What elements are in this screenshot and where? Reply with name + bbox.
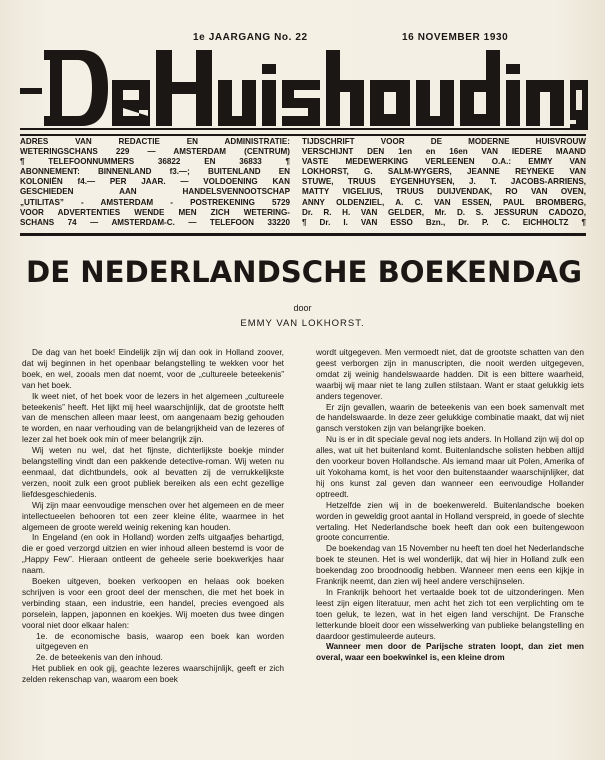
info-line: TIJDSCHRIFT VOOR DE MODERNE HUISVROUW — [302, 137, 586, 146]
info-line: ANNY OLDENZIEL, A. C. VAN ESSEN, PAUL BROMBERG, — [302, 197, 586, 207]
info-line: VERSCHIJNT DEN 1en en 16en VAN IEDERE MAAND — [302, 147, 586, 157]
paragraph: De dag van het boek! Eindelijk zijn wij dan ook in Holland zoover, dat wij beginnen in het openbaar belangstelling te wekken voor het boek, en wel, zooals men dat noemt, voor de „cultureele beteekenis” van het boek. — [22, 347, 284, 390]
list-item: 1e. de economische basis, waarop een boek kan worden uitgegeven en — [36, 630, 284, 652]
info-line: SCHANS 74 — AMSTERDAM-C. — TELEFOON 33220 — [20, 217, 290, 227]
paragraph: Hetzelfde zien wij in de boekenwereld. Buitenlandsche boeken worden in geweldig groot aantal in Holland verspreid, in goede of slechte vertaling. Het Nederlandsche boek heeft dan ook een buitengewoon groote concurrentie. — [316, 499, 584, 543]
article-author: EMMY VAN LOKHORST. — [240, 318, 365, 329]
info-line: STUWE, TRUUS EYGENHUYSEN, J. T. JACOBS-ARRIENS, — [302, 177, 586, 187]
issue-date: 16 NOVEMBER 1930 — [402, 32, 509, 43]
article-title — [20, 254, 588, 288]
info-line: „UTILITAS” - AMSTERDAM - POSTREKENING 5729 — [20, 197, 290, 207]
info-line: Dr. R. H. VAN GELDER, Mr. D. S. JESSURUN CADOZO, — [302, 207, 586, 217]
paragraph: Wij zijn maar eenvoudige menschen over het algemeen en de meer intellectueelen behooren tot een zeer kleine élite, waarmee in het algemeen de groote wereld weinig rekening kan houden. — [22, 499, 284, 532]
paragraph: Nu is er in dit speciale geval nog iets anders. In Holland zijn wij dol op alles, wat uit het buitenland komt. Buitenlandsche solisten hebben altijd den voorkeur boven Hollandsche. Als iemand maar uit Polen, Amerika of uit Yokohama komt, is het voor den buitenstaander waarschijnlijker, dat hij ons kunst zal geven dan wanneer een eenvoudige Hollander optreedt. — [316, 434, 584, 499]
paragraph: wordt uitgegeven. Men vermoedt niet, dat de grootste schatten van den geest verborgen zijn in manuscripten, die nooit werden uitgegeven, omdat zij weinig handelswaarde hadden. Dit is een bittere waarheid, waarbij wij maar niet te lang zullen stilstaan. Want er staat gelukkig iets anders tegenover. — [316, 347, 584, 401]
paragraph: Het publiek en ook gij, geachte lezeres waarschijnlijk, geeft er zich zelden rekenschap van, waarom een boek — [22, 663, 284, 685]
byline-prefix: door — [293, 303, 312, 313]
paragraph: Wanneer men door de Parijsche straten loopt, dan ziet men overal, waar een boekwinkel is, een kleine drom — [316, 641, 584, 663]
info-line: GESCHIEDEN AAN HANDELSVENNOOTSCHAP — [20, 187, 290, 197]
info-line: ADRES VAN REDACTIE EN ADMINISTRATIE: — [20, 137, 290, 146]
info-line: ABONNEMENT: BINNENLAND f3.—; BUITENLAND EN — [20, 167, 290, 177]
paragraph: Er zijn gevallen, waarin de beteekenis van een boek samenvalt met de handelswaarde. In deze zeer gelukkige combinatie maakt, dat wij niet gansch verstoken zijn van belangrijke boeken. — [316, 401, 584, 434]
masthead-rule — [20, 134, 586, 136]
paragraph: In Frankrijk behoort het vertaalde boek tot de uitzonderingen. Men leest zijn eigen literatuur, men acht het zich tot een verplichting om te toen geluk, te lezen, wat in het eigen land verschijnt. De Fransche letterkunde bloeit door een wisselwerking van publieke belangstelling en daardoor gestimuleerde auteurs. — [316, 586, 584, 641]
editorial-address-block — [20, 137, 290, 228]
article-column-right — [316, 347, 584, 663]
paragraph: Ik weet niet, of het boek voor de lezers in het algemeen „cultureele beteekenis” heeft. Het lijkt mij heel waarschijnlijk, dat de grootste helft van de menschen alleen maar leest, om aangenaam bezig gehouden te worden, en naar verhouding van de belangrijkheid van de lezeres of lezer zal het boek ook min of meer belangrijk zijn. — [22, 390, 284, 445]
header-bottom-rule — [20, 233, 586, 236]
info-line: LOKHORST, G. SALM-WYGERS, JEANNE REYNEKE VAN — [302, 167, 586, 177]
list-item: 2e. de beteekenis van den inhoud. — [36, 652, 163, 663]
paragraph: In Engeland (en ook in Holland) worden zelfs uitgaafjes behartigd, die er goed verzorgd uitzien en wier inhoud alleen bestemd is voor de „Happy Few”. Hieraan ontleent de geheele serie boekwerkjes haar naam. — [22, 532, 284, 576]
paragraph: De boekendag van 15 November nu heeft ten doel het Nederlandsche boek te steunen. Het is wel wonderlijk, dat wij hier in Holland zulk een boekendag zoo broodnoodig hebben. Wanneer men eens een kijkje in Frankrijk neemt, dan zien wij heel andere verschijnselen. — [316, 543, 584, 587]
paragraph: Wij weten nu wel, dat het fijnste, dichterlijkste boekje minder belangstelling vindt dan een pakkende detective-roman. Wij weten nu eenmaal, dat dichtbundels, ook al bevatten zij de verrukkelijkste verzen, nooit zulk een groot publiek bereiken als een echt gezellige liefdesgeschiedenis. — [22, 445, 284, 499]
info-line: VASTE MEDEWERKING VERLEENEN O.A.: EMMY VAN — [302, 157, 586, 167]
article-title-text: DE NEDERLANDSCHE BOEKENDAG — [26, 255, 582, 288]
info-line: WETERINGSCHANS 229 — AMSTERDAM (CENTRUM) — [20, 147, 290, 157]
masthead-logo — [20, 44, 588, 130]
contributors-block — [302, 137, 586, 228]
info-line: ¶ TELEFOONNUMMERS 36822 EN 36833 ¶ — [20, 157, 290, 167]
article-column-left — [22, 347, 284, 685]
paragraph: Boeken uitgeven, boeken verkoopen en helaas ook boeken schrijven is voor een groot deel der menschen, die met het boek in verbinding staan, een industrie, een handel, precies evengoed als porselein, lappen, japonnen en koekjes. Wij moeten dus twee dingen vooral niet door elkaar halen: — [22, 576, 284, 630]
info-line: VOOR ADVERTENTIES WENDE MEN ZICH WETERING- — [20, 207, 290, 217]
info-line: MATTY VIGELIUS, TRUUS DUIJVENDAK, RO VAN OVEN, — [302, 187, 586, 197]
issue-number: 1e JAARGANG No. 22 — [193, 32, 308, 43]
info-line: KOLONIËN f4.— PER JAAR. — VOLDOENING KAN — [20, 177, 290, 187]
info-line: ¶ Dr. I. VAN ESSO Bzn., Dr. P. C. EICHHOLTZ ¶ — [302, 217, 586, 227]
